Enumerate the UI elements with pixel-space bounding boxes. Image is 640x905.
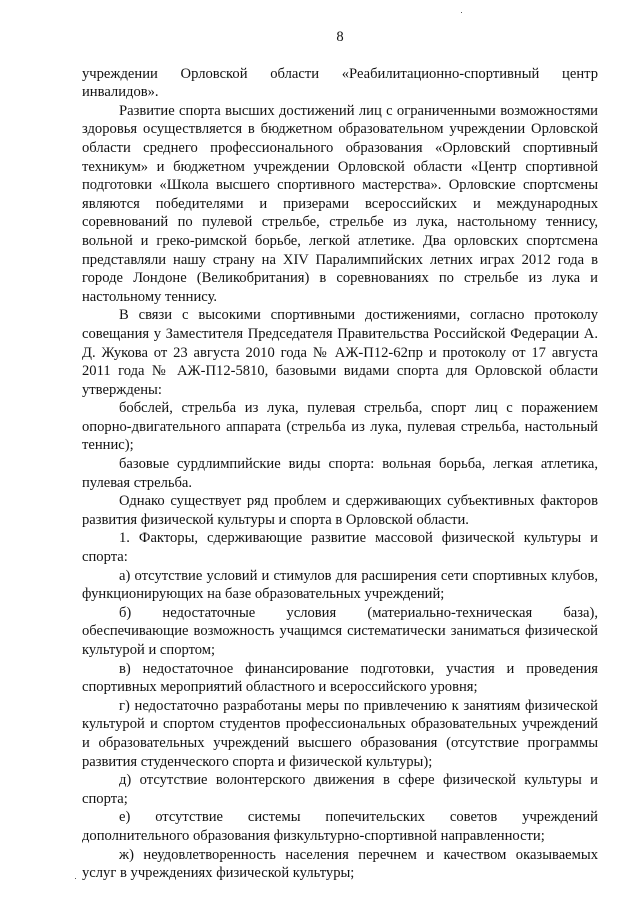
paragraph: д) отсутствие волонтерского движения в сфере физической культуры и спорта; [82,772,598,807]
paragraph: учреждении Орловской области «Реабилитационно-спортивный центр инвалидов». [82,65,598,101]
page-number: 8 [336,29,344,45]
paragraph: базовые сурдлимпийские виды спорта: вольная борьба, легкая атлетика, пулевая стрельба. [82,456,598,491]
paragraph: бобслей, стрельба из лука, пулевая стрельба, спорт лиц с поражением опорно-двигательного аппарата (стрельба из лука, пулевая стрельба, настольный теннис); [82,400,598,454]
paragraph: в) недостаточное финансирование подготовки, участия и проведения спортивных мероприятий областного и всероссийского уровня; [82,660,598,696]
paragraph: б) недостаточные условия (материально-техническая база), обеспечивающие возможность учащимся систематически заниматься физической культурой и спортом; [82,604,598,658]
paragraph: е) отсутствие системы попечительских советов учреждений дополнительного образования физкультурно-спортивной направленности; [82,809,598,844]
document-body [82,65,598,883]
paragraph: г) недостаточно разработаны меры по привлечению к занятиям физической культурой и спортом студентов профессиональных образовательных учреждений и образовательных учреждений высшего образования (отсутствие программы развития студенческого спорта и физической культуры); [82,697,598,770]
paragraph: а) отсутствие условий и стимулов для расширения сети спортивных клубов, функционирующих на базе образовательных учреждений; [82,567,598,603]
scan-speck [461,12,462,13]
paragraph: ж) неудовлетворенность населения перечнем и качеством оказываемых услуг в учреждениях физической культуры; [82,846,598,882]
scan-speck [75,878,76,879]
paragraph: Развитие спорта высших достижений лиц с ограниченными возможностями здоровья осуществляется в бюджетном образовательном учреждении Орловской области среднего профессионального образования «Орловский спортивный техникум» и бюджетном учреждении Орловской области «Центр спортивной подготовки «Школа высшего спортивного мастерства». Орловские спортсмены являются победителями и призерами всероссийских и международных соревнований по пулевой стрельбе, стрельбе из лука, настольному теннису, вольной и греко-римской борьбе, легкой атлетике. Два орловских спортсмена представляли нашу страну на XIV Паралимпийских летних играх 2012 года в городе Лондоне (Великобритания) в соревнованиях по стрельбе из лука и настольному теннису. [82,102,598,305]
paragraph: 1. Факторы, сдерживающие развитие массовой физической культуры и спорта: [82,530,598,566]
paragraph: Однако существует ряд проблем и сдерживающих субъективных факторов развития физической культуры и спорта в Орловской области. [82,493,598,528]
document-page [82,28,598,883]
paragraph: В связи с высокими спортивными достижениями, согласно протоколу совещания у Заместителя Председателя Правительства Российской Федерации А. Д. Жукова от 23 августа 2010 года № АЖ-П12-62пр и протоколу от 17 августа 2011 года № АЖ-П12-5810, базовыми видами спорта для Орловской области утверждены: [82,307,598,398]
